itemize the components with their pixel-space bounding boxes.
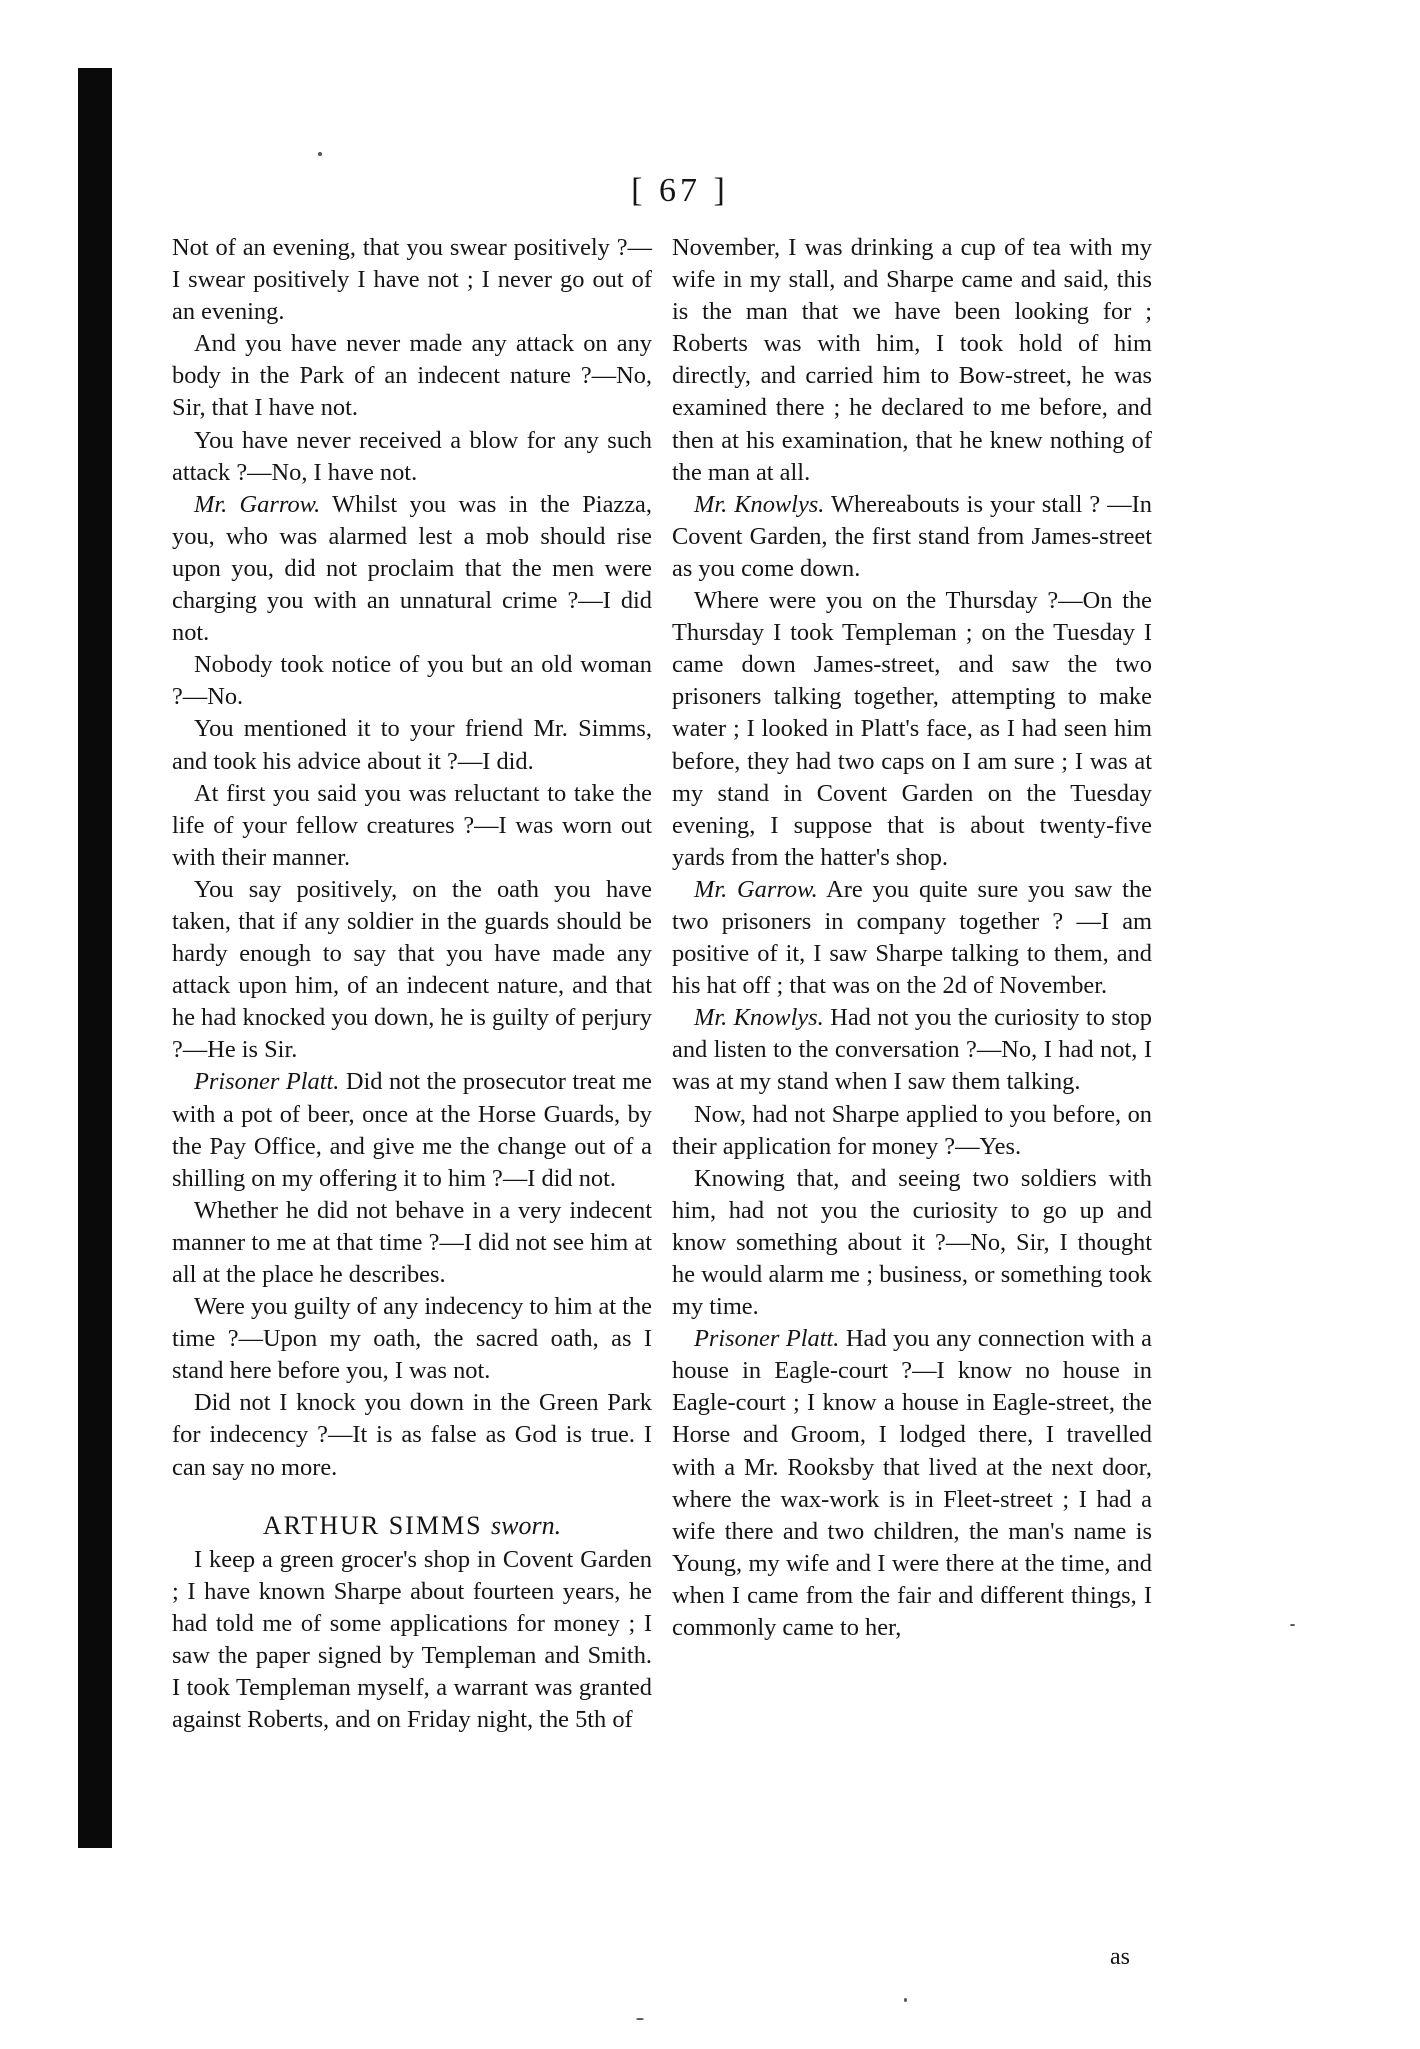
speaker-name: Mr. Knowlys. xyxy=(694,490,825,518)
speaker-name: Prisoner Platt. xyxy=(694,1325,840,1353)
testimony-paragraph xyxy=(672,1099,1152,1163)
testimony-paragraph xyxy=(172,1195,652,1291)
testimony-paragraph xyxy=(172,489,652,649)
paragraph-text: Did not I knock you down in the Green Park for indecency ?—It is as false as God is true. I can say no more. xyxy=(172,1389,652,1481)
paragraph-text: Are you quite sure you saw the two prisoners in company together ? —I am positive of it, I saw Sharpe talking to them, and his hat off ; that was on the 2d of November. xyxy=(672,875,1152,1000)
paragraph-text: Knowing that, and seeing two soldiers with him, had not you the curiosity to go up and know something about it ?—No, Sir, I thought he would alarm me ; business, or something took my time. xyxy=(672,1164,1152,1321)
left-column xyxy=(172,232,652,1736)
paragraph-text: Were you guilty of any indecency to him at the time ?—Upon my oath, the sacred oath, as I stand here before you, I was not. xyxy=(172,1293,652,1385)
right-column xyxy=(672,232,1152,1644)
paragraph-text: Had not you the curiosity to stop and listen to the conversation ?—No, I had not, I was at my stand when I saw them talking. xyxy=(672,1004,1152,1096)
paragraph-text: Did not the prosecutor treat me with a pot of beer, once at the Horse Guards, by the Pay Office, and give me the change out of a shilling on my offering it to him ?—I did not. xyxy=(172,1068,652,1192)
paragraph-text: You have never received a blow for any such attack ?—No, I have not. xyxy=(172,426,652,486)
catchword: as xyxy=(1110,1944,1130,1970)
paragraph-text: At first you said you was reluctant to take the life of your fellow creatures ?—I was worn out with their manner. xyxy=(172,779,652,871)
testimony-paragraph xyxy=(172,778,652,874)
testimony-paragraph xyxy=(172,1544,652,1737)
witness-name: ARTHUR SIMMS xyxy=(262,1510,483,1540)
testimony-paragraph xyxy=(172,713,652,777)
scan-speck xyxy=(1290,1624,1295,1626)
scan-speck xyxy=(904,1998,907,2002)
testimony-paragraph xyxy=(672,1323,1152,1644)
testimony-paragraph xyxy=(172,1066,652,1194)
paragraph-text: And you have never made any attack on any body in the Park of an indecent nature ?—No, Sir, that I have not. xyxy=(172,330,652,422)
testimony-paragraph xyxy=(672,1163,1152,1323)
testimony-paragraph xyxy=(172,874,652,1067)
witness-heading xyxy=(172,1510,652,1542)
binding-shadow xyxy=(78,68,112,1848)
paragraph-text: Whilst you was in the Piazza, you, who was alarmed lest a mob should rise upon you, did not proclaim that the men were charging you with an unnatural crime ?—I did not. xyxy=(172,490,652,647)
paragraph-text: You mentioned it to your friend Mr. Simms, and took his advice about it ?—I did. xyxy=(172,715,652,775)
paragraph-text: Not of an evening, that you swear positively ?—I swear positively I have not ; I never go out of an evening. xyxy=(172,234,652,326)
speaker-name: Mr. Garrow. xyxy=(694,875,818,903)
scan-speck xyxy=(318,152,322,156)
paragraph-text: Nobody took notice of you but an old woman ?—No. xyxy=(172,651,652,711)
testimony-paragraph xyxy=(172,1387,652,1483)
paragraph-text: You say positively, on the oath you have taken, that if any soldier in the guards should be hardy enough to say that you have made any attack upon him, of an indecent nature, and that he had knocked you down, he is guilty of perjury ?—He is Sir. xyxy=(172,875,652,1064)
testimony-paragraph xyxy=(672,1002,1152,1098)
testimony-paragraph xyxy=(672,874,1152,1002)
testimony-paragraph xyxy=(672,232,1152,489)
testimony-paragraph xyxy=(672,489,1152,585)
paragraph-text: Whether he did not behave in a very indecent manner to me at that time ?—I did not see him at all at the place he describes. xyxy=(172,1196,652,1288)
paragraph-text: Had you any connection with a house in Eagle-court ?—I know no house in Eagle-court ; I know a house in Eagle-street, the Horse and Groom, I lodged there, I travelled with a Mr. Rooksby that lived at the next door, where the wax-work is in Fleet-street ; I had a wife there and two children, the man's name is Young, my wife and I were there at the time, and when I came from the fair and different things, I commonly came to her, xyxy=(672,1325,1152,1642)
sworn-label: sworn. xyxy=(491,1510,562,1540)
testimony-paragraph xyxy=(172,328,652,424)
speaker-name: Mr. Knowlys. xyxy=(694,1004,824,1032)
testimony-paragraph xyxy=(172,1291,652,1387)
speaker-name: Prisoner Platt. xyxy=(194,1068,340,1096)
paragraph-text: Now, had not Sharpe applied to you before, on their application for money ?—Yes. xyxy=(672,1100,1152,1160)
testimony-paragraph xyxy=(172,649,652,713)
testimony-paragraph xyxy=(172,232,652,328)
paragraph-text: I keep a green grocer's shop in Covent Garden ; I have known Sharpe about fourteen years, he had told me of some applications for money ; I saw the paper signed by Templeman and Smith. I took Templeman myself, a warrant was granted against Roberts, and on Friday night, the 5th of xyxy=(172,1545,652,1734)
paragraph-text: Where were you on the Thursday ?—On the Thursday I took Templeman ; on the Tuesday I came down James-street, and saw the two prisoners talking together, attempting to make water ; I looked in Platt's face, as I had seen him before, they had two caps on I am sure ; I was at my stand in Covent Garden on the Tuesday evening, I suppose that is about twenty-five yards from the hatter's shop. xyxy=(672,587,1152,871)
speaker-name: Mr. Garrow. xyxy=(194,490,321,518)
testimony-paragraph xyxy=(172,425,652,489)
page-number: [ 67 ] xyxy=(631,172,729,209)
testimony-paragraph xyxy=(672,585,1152,874)
paragraph-text: Whereabouts is your stall ? —In Covent Garden, the first stand from James-street as you come down. xyxy=(672,490,1152,582)
paragraph-text: November, I was drinking a cup of tea with my wife in my stall, and Sharpe came and said, this is the man that we have been looking for ; Roberts was with him, I took hold of him directly, and carried him to Bow-street, he was examined there ; he declared to me before, and then at his examination, that he knew nothing of the man at all. xyxy=(672,234,1152,486)
scan-speck xyxy=(636,2018,644,2020)
